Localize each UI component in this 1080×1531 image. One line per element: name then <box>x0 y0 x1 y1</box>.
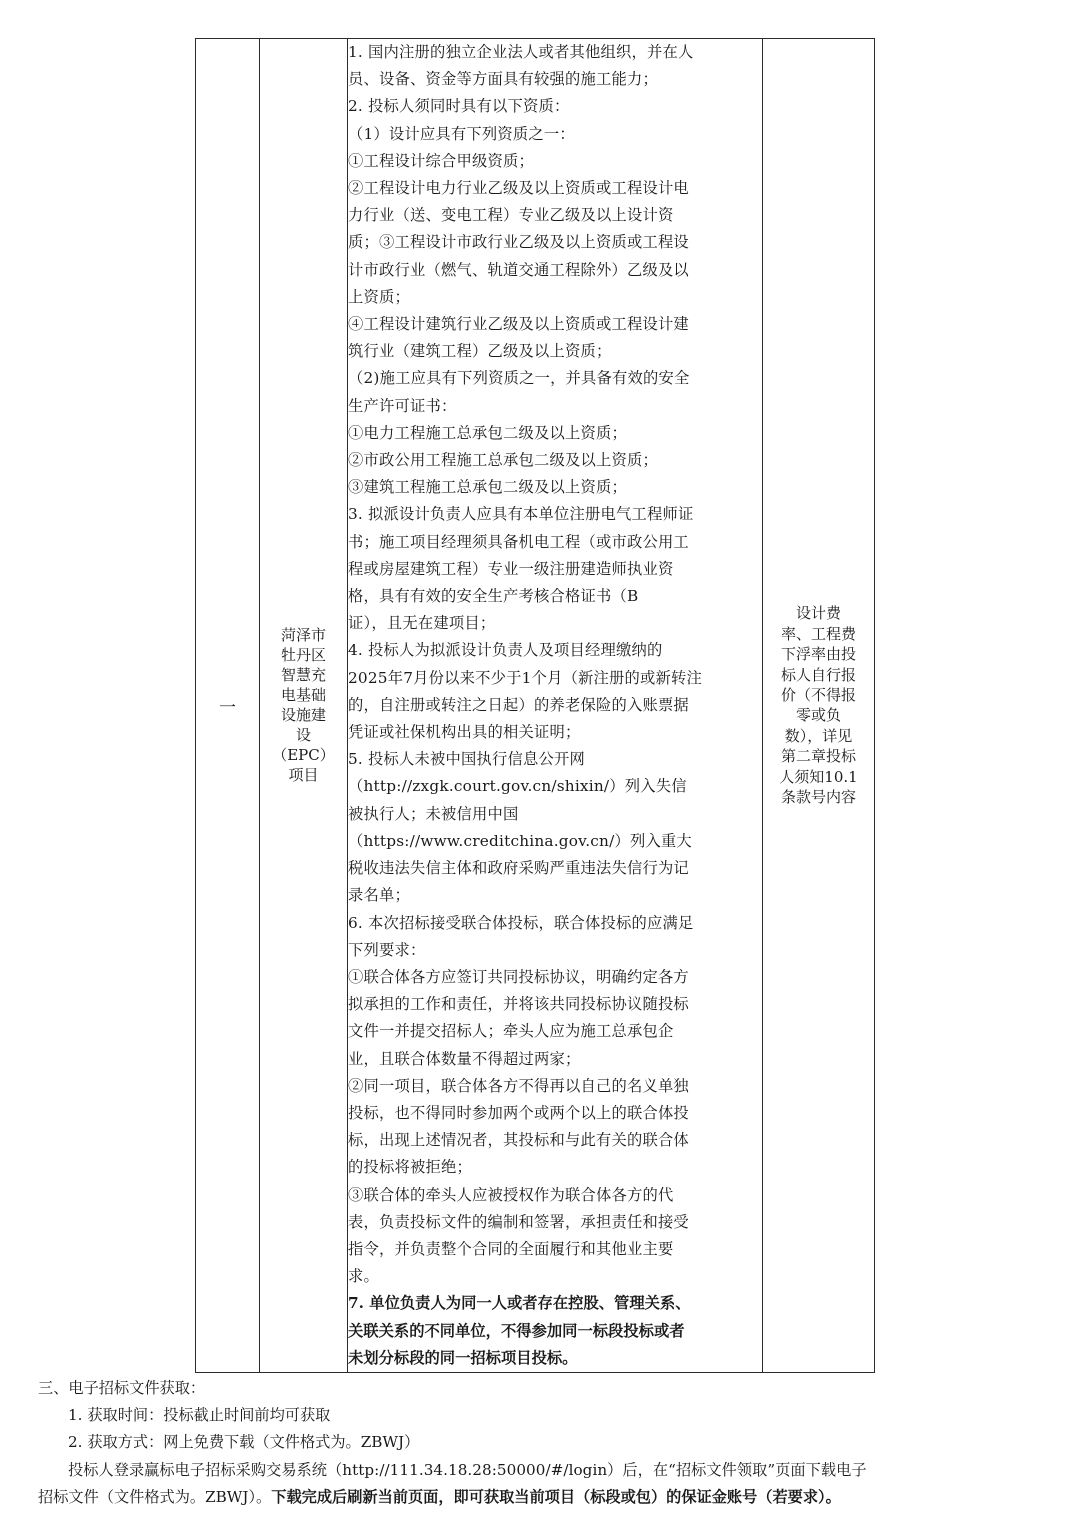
requirement-line: 投标，也不得同时参加两个或两个以上的联合体投 <box>348 1103 689 1122</box>
requirement-line: （http://zxgk.court.gov.cn/shixin/）列入失信 <box>348 777 687 796</box>
requirement-line: ④工程设计建筑行业乙级及以上资质或工程设计建 <box>348 315 689 334</box>
quote-line: 零或负 <box>795 706 841 725</box>
requirement-line: ②市政公用工程施工总承包二级及以上资质； <box>348 451 658 470</box>
section-heading: 三、电子招标文件获取： <box>38 1379 206 1397</box>
requirement-line: 税收违法失信主体和政府采购严重违法失信行为记 <box>348 859 689 878</box>
quote-method-cell <box>763 39 875 1373</box>
requirement-line: 2. 投标人须同时具有以下资质： <box>348 97 570 116</box>
project-name-line: 牡丹区 <box>280 646 326 665</box>
requirement-line: 上资质； <box>348 287 410 306</box>
requirement-line: 证），且无在建项目； <box>348 614 496 633</box>
quote-line: 设计费 <box>795 604 841 623</box>
acquire-time: 1. 获取时间：投标截止时间前均可获取 <box>68 1406 331 1425</box>
quote-line: 条款号内容 <box>780 788 856 807</box>
requirement-line: 表，负责投标文件的编制和签署，承担责任和接受 <box>348 1212 689 1231</box>
requirement-line: 的投标将被拒绝； <box>348 1158 472 1177</box>
project-name-line: 项目 <box>288 766 319 785</box>
requirement-line: 凭证或社保机构出具的相关证明； <box>348 723 581 742</box>
requirement-line: 拟承担的工作和责任，并将该共同投标协议随投标 <box>348 995 689 1014</box>
quote-line: 标人自行报 <box>780 665 856 684</box>
requirement-line: 被执行人；未被信用中国 <box>348 804 519 823</box>
requirement-line: 书；施工项目经理须具备机电工程（或市政公用工 <box>348 532 689 551</box>
requirement-line: 质；③工程设计市政行业乙级及以上资质或工程设 <box>348 233 689 252</box>
requirement-line: 4. 投标人为拟派设计负责人及项目经理缴纳的 <box>348 641 663 660</box>
requirement-line: 文件一并提交招标人；牵头人应为施工总承包企 <box>348 1022 674 1041</box>
requirement-line: ③建筑工程施工总承包二级及以上资质； <box>348 478 627 497</box>
requirement-line: （2)施工应具有下列资质之一，并具备有效的安全 <box>348 369 690 388</box>
requirement-line: 程或房屋建筑工程）专业一级注册建造师执业资 <box>348 559 674 578</box>
project-name-cell <box>260 39 348 1373</box>
quote-line: 数），详见 <box>784 726 853 745</box>
requirement-line: 的，自注册或转注之日起）的养老保险的入账票据 <box>348 695 689 714</box>
requirement-line: 格，具有有效的安全生产考核合格证书（B <box>348 587 639 606</box>
requirement-line: ①联合体各方应签订共同投标协议，明确约定各方 <box>348 967 689 986</box>
requirement-line: 关联关系的不同单位，不得参加同一标段投标或者 <box>348 1321 685 1340</box>
requirement-line: ①工程设计综合甲级资质； <box>348 151 534 170</box>
login-instruction: 投标人登录赢标电子招标采购交易系统（http://111.34.18.28:50000/#/login）后，在“招标文件领取”页面下载电子 <box>68 1460 867 1479</box>
project-name-line: （EPC） <box>272 746 335 765</box>
quote-line: 人须知10.1 <box>779 767 858 786</box>
requirement-line: 5. 投标人未被中国执行信息公开网 <box>348 750 586 769</box>
project-name-line: 电基础 <box>280 686 326 705</box>
requirement-line: （1）设计应具有下列资质之一： <box>348 124 575 143</box>
qualification-table <box>195 38 875 1373</box>
requirement-line: 3. 拟派设计负责人应具有本单位注册电气工程师证 <box>348 505 694 524</box>
download-note: 招标文件（文件格式为。ZBWJ）。 <box>38 1487 272 1506</box>
requirement-line: 力行业（送、变电工程）专业乙级及以上设计资 <box>348 206 674 225</box>
requirement-line: 生产许可证书： <box>348 396 457 415</box>
requirement-line: 下列要求： <box>348 940 426 959</box>
requirement-line: 员、设备、资金等方面具有较强的施工能力； <box>348 70 658 89</box>
requirement-line: 2025年7月份以来不少于1个月（新注册的或新转注 <box>348 668 703 687</box>
requirements-cell <box>348 39 763 1373</box>
requirement-line: 标，出现上述情况者，其投标和与此有关的联合体 <box>348 1131 689 1150</box>
requirement-line: 录名单； <box>348 886 410 905</box>
requirement-line: 筑行业（建筑工程）乙级及以上资质； <box>348 342 612 361</box>
requirement-line: 业，且联合体数量不得超过两家； <box>348 1049 581 1068</box>
project-name-line: 设 <box>295 726 311 745</box>
project-name-line: 设施建 <box>280 706 326 725</box>
acquire-method: 2. 获取方式：网上免费下载（文件格式为。ZBWJ） <box>68 1433 420 1452</box>
deposit-note: 下载完成后刷新当前页面，即可获取当前项目（标段或包）的保证金账号（若要求）。 <box>271 1487 841 1506</box>
requirement-line: 计市政行业（燃气、轨道交通工程除外）乙级及以 <box>348 260 689 279</box>
requirements-text <box>348 39 762 1372</box>
seq-cell <box>196 39 260 1373</box>
requirement-line: 求。 <box>348 1267 379 1286</box>
requirement-line: 7. 单位负责人为同一人或者存在控股、管理关系、 <box>348 1294 691 1313</box>
project-name-line: 菏泽市 <box>280 626 326 645</box>
requirement-line: （https://www.creditchina.gov.cn/）列入重大 <box>348 831 692 850</box>
requirement-line: ①电力工程施工总承包二级及以上资质； <box>348 423 627 442</box>
quote-line: 第二章投标 <box>780 747 856 766</box>
requirement-line: ②工程设计电力行业乙级及以上资质或工程设计电 <box>348 179 689 198</box>
requirement-line: 1. 国内注册的独立企业法人或者其他组织，并在人 <box>348 43 694 61</box>
requirement-line: 6. 本次招标接受联合体投标，联合体投标的应满足 <box>348 913 694 932</box>
table-row <box>196 39 875 1373</box>
requirement-line: 未划分标段的同一招标项目投标。 <box>348 1348 578 1367</box>
download-instruction <box>38 1484 1048 1511</box>
quote-line: 下浮率由投 <box>780 645 856 664</box>
requirement-line: ③联合体的牵头人应被授权作为联合体各方的代 <box>348 1185 674 1204</box>
quote-line: 价（不得报 <box>780 686 856 705</box>
project-name-line: 智慧充 <box>280 666 326 685</box>
section-3 <box>38 1375 1048 1511</box>
requirement-line: 指令，并负责整个合同的全面履行和其他业主要 <box>348 1239 674 1258</box>
quote-line: 率、工程费 <box>780 624 856 643</box>
requirement-line: ②同一项目，联合体各方不得再以自己的名义单独 <box>348 1076 689 1095</box>
seq-number: 一 <box>219 697 236 718</box>
